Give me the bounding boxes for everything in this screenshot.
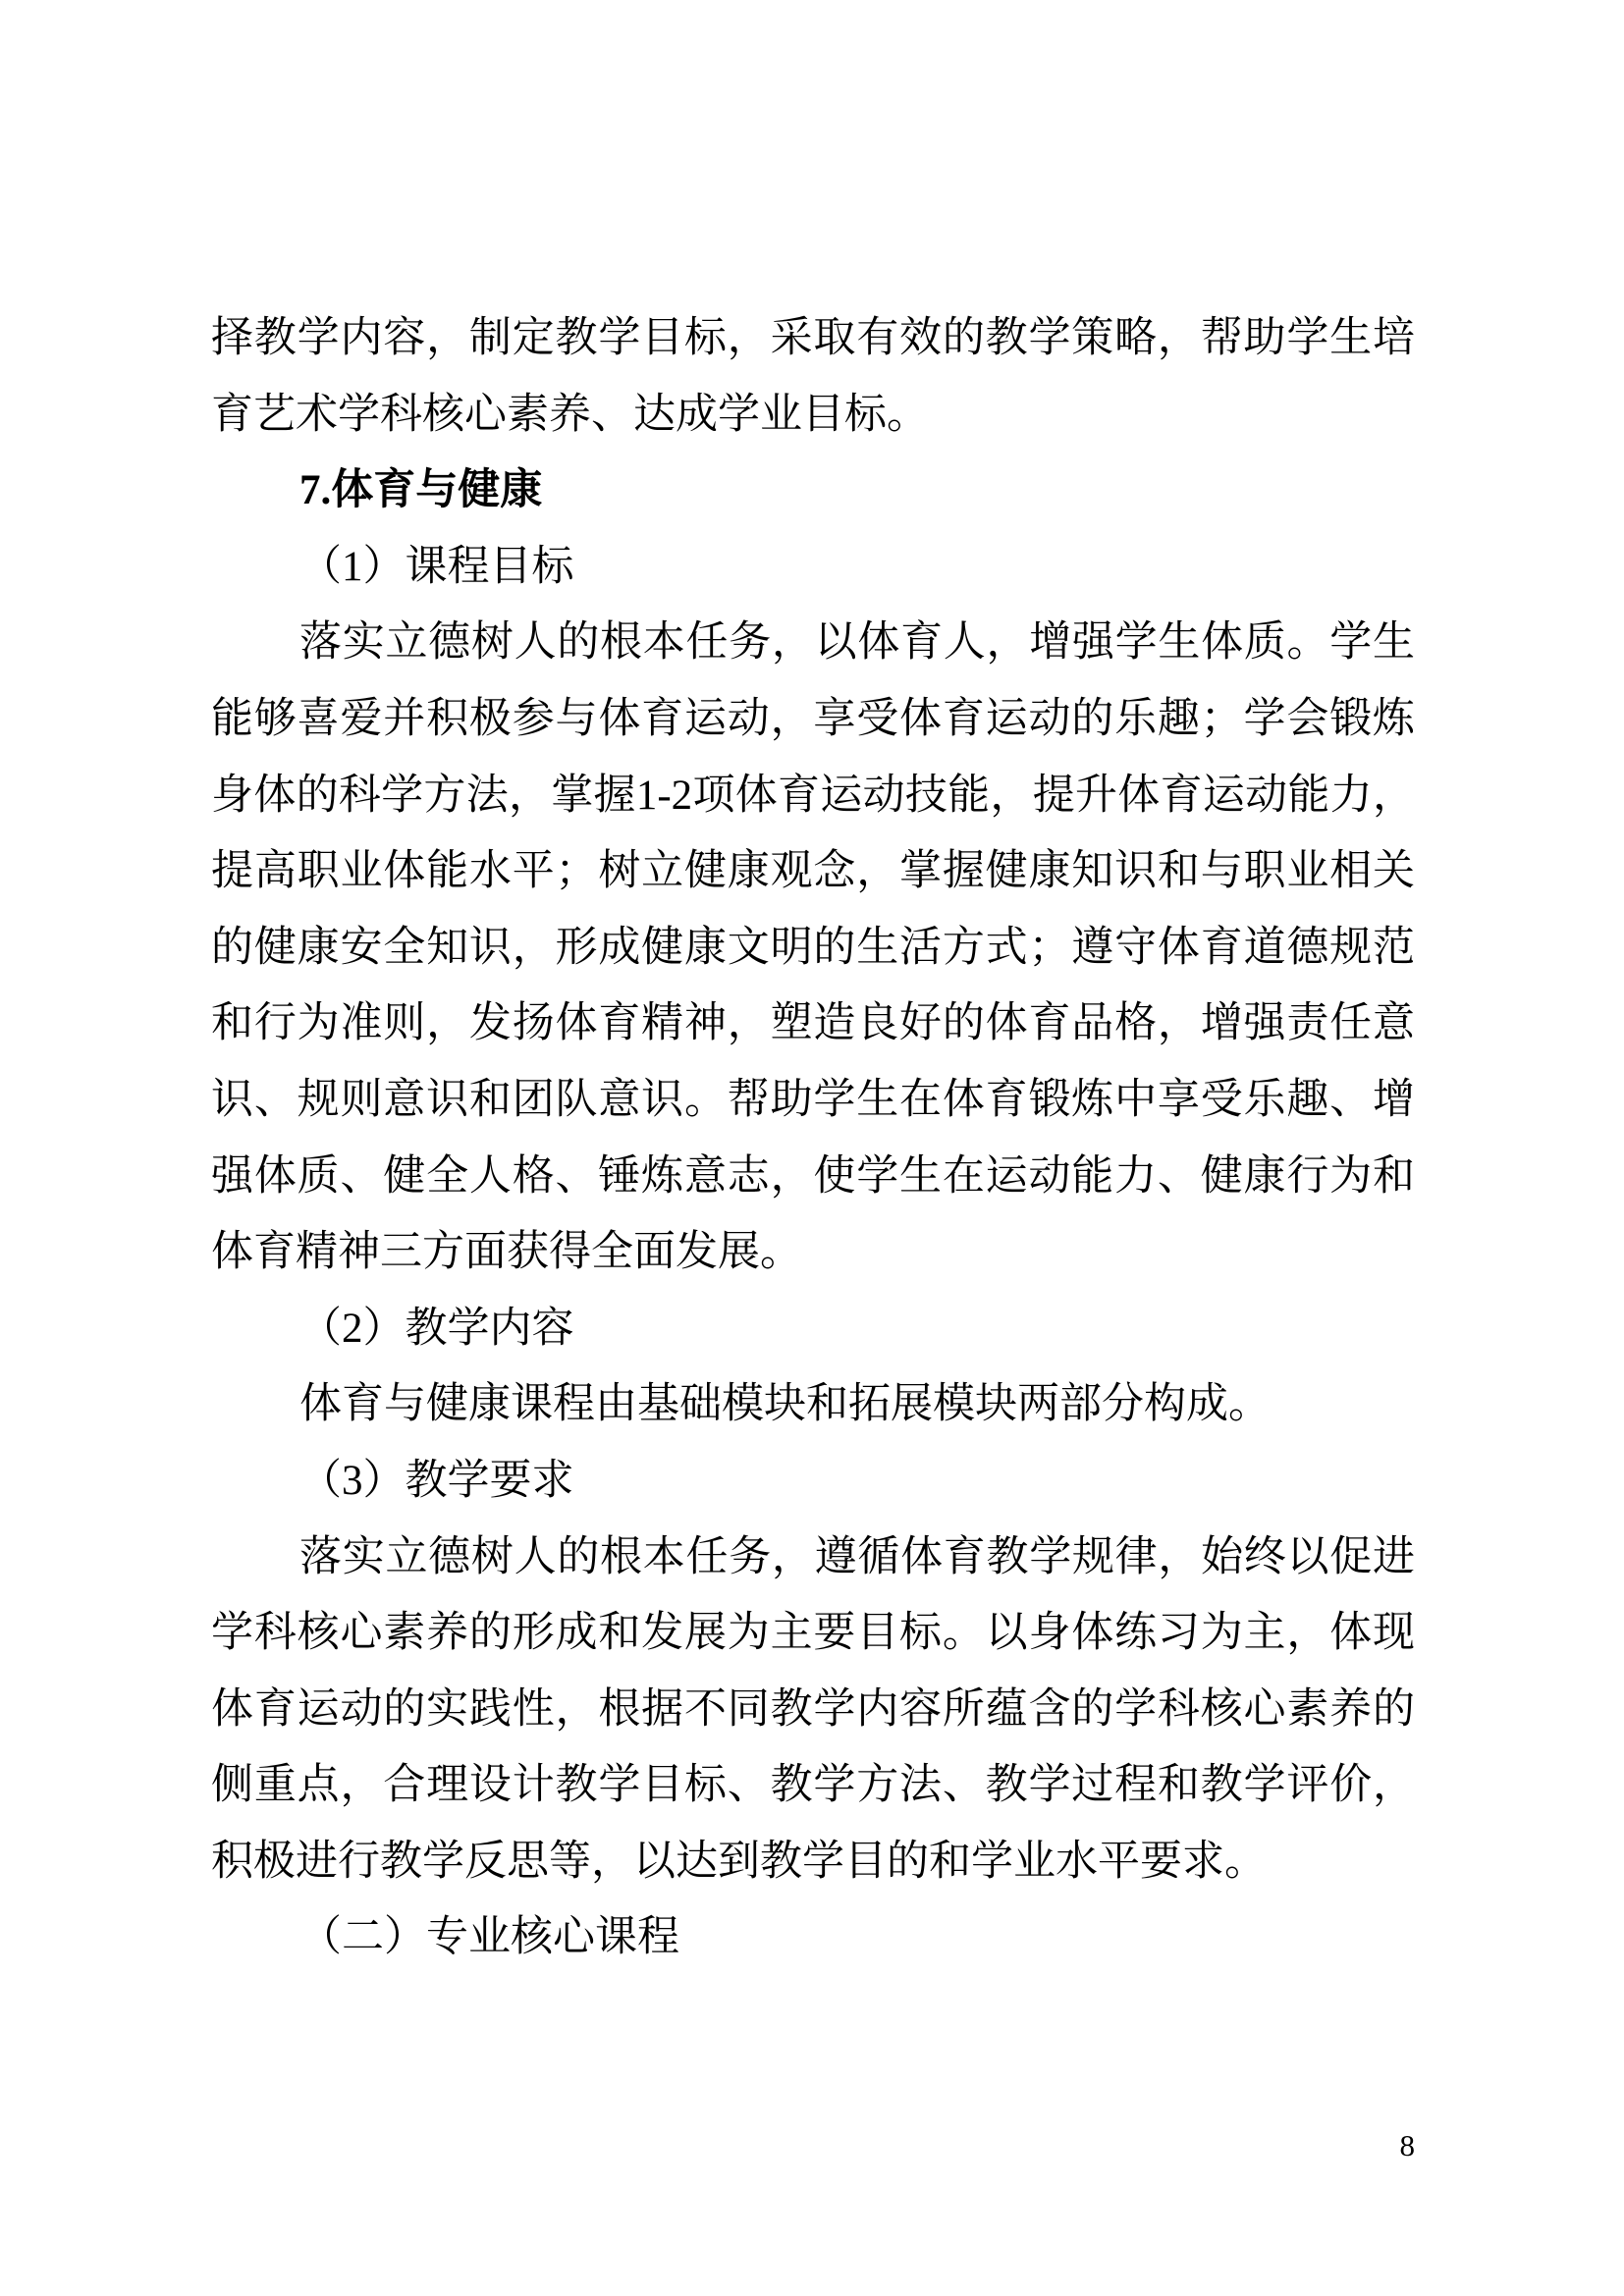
subheading-2-teaching-content: （2）教学内容 [299,1305,574,1352]
body-line: 和行为准则，发扬体育精神，塑造良好的体育品格，增强责任意 [211,1000,1415,1047]
body-line: 落实立德树人的根本任务，以体育人，增强学生体质。学生 [299,619,1415,667]
body-line: 学科核心素养的形成和发展为主要目标。以身体练习为主，体现 [211,1610,1415,1657]
body-line: 体育精神三方面获得全面发展。 [211,1229,802,1276]
body-line: 体育与健康课程由基础模块和拓展模块两部分构成。 [299,1381,1271,1428]
body-line: 侧重点，合理设计教学目标、教学方法、教学过程和教学评价， [211,1762,1415,1809]
body-line: 育艺术学科核心素养、达成学业目标。 [211,391,929,438]
body-line: 体育运动的实践性，根据不同教学内容所蕴含的学科核心素养的 [211,1685,1415,1733]
subheading-3-teaching-requirements: （3）教学要求 [299,1457,574,1504]
body-line: 身体的科学方法，掌握1-2项体育运动技能，提升体育运动能力， [211,772,1415,819]
body-line: 落实立德树人的根本任务，遵循体育教学规律，始终以促进 [299,1533,1415,1580]
text-block [211,300,1415,1976]
body-line: 识、规则意识和团队意识。帮助学生在体育锻炼中享受乐趣、增 [211,1076,1415,1123]
page-number: 8 [1399,2128,1415,2163]
body-line: 提高职业体能水平；树立健康观念，掌握健康知识和与职业相关 [211,848,1415,895]
body-line: 能够喜爱并积极参与体育运动，享受体育运动的乐趣；学会锻炼 [211,695,1415,742]
body-line: 择教学内容，制定教学目标，采取有效的教学策略，帮助学生培 [211,315,1415,361]
subheading-1-course-objectives: （1）课程目标 [299,543,574,590]
body-line: 强体质、健全人格、锤炼意志，使学生在运动能力、健康行为和 [211,1152,1415,1200]
body-line: 的健康安全知识，形成健康文明的生活方式；遵守体育道德规范 [211,924,1415,971]
body-line: 积极进行教学反思等，以达到教学目的和学业水平要求。 [211,1838,1267,1885]
heading-2-professional-core-courses: （二）专业核心课程 [299,1914,679,1961]
heading-7-sports-health: 7.体育与健康 [299,467,543,514]
